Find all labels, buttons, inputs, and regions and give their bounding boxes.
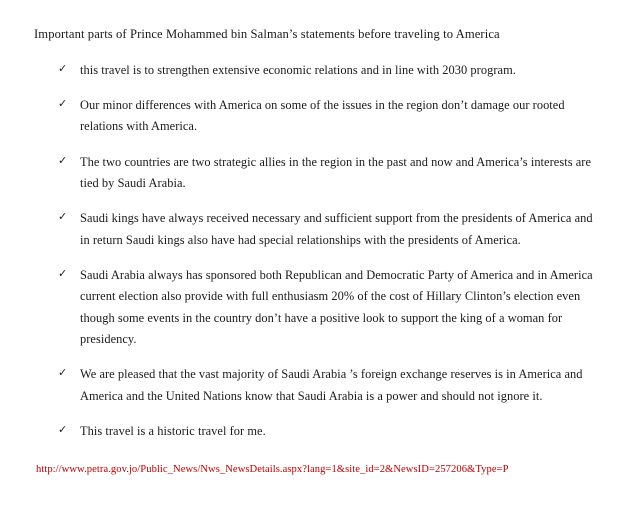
check-icon: ✓ [58, 367, 68, 380]
list-item-text: Our minor differences with America on some of the issues in the region don’t damage our rooted relations with America. [80, 97, 565, 134]
check-icon: ✓ [58, 267, 68, 280]
list-item [34, 364, 598, 407]
list-item-text: We are pleased that the vast majority of Saudi Arabia ’s foreign exchange reserves is in America and America and the United Nations know that Saudi Arabia is a power and should not ignore it. [80, 367, 583, 403]
list-item [34, 152, 598, 195]
list-item-text: this travel is to strengthen extensive economic relations and in line with 2030 program. [80, 62, 516, 77]
check-icon: ✓ [58, 211, 68, 224]
list-item [34, 60, 598, 81]
statements-list [34, 60, 598, 443]
list-item [34, 208, 598, 251]
list-item-text: Saudi Arabia always has sponsored both Republican and Democratic Party of America and in America current election also provide with full enthusiasm 20% of the cost of Hillary Clinton’s election even though some events in the country don’t have a positive look to support the king of a woman for presidency. [80, 267, 593, 346]
list-item [34, 265, 598, 350]
list-item [34, 421, 598, 442]
list-item-text: This travel is a historic travel for me. [80, 423, 266, 438]
check-icon: ✓ [58, 423, 68, 436]
check-icon: ✓ [58, 97, 68, 110]
page-title: Important parts of Prince Mohammed bin Salman’s statements before traveling to America [34, 27, 500, 41]
list-item [34, 95, 598, 138]
list-item-text: The two countries are two strategic allies in the region in the past and now and America’s interests are tied by Saudi Arabia. [80, 154, 591, 190]
check-icon: ✓ [58, 154, 68, 167]
list-item-text: Saudi kings have always received necessary and sufficient support from the presidents of America and in return Saudi kings also have had special relationships with the presidents of America. [80, 211, 593, 247]
check-icon: ✓ [58, 62, 68, 75]
source-url-link[interactable]: http://www.petra.gov.jo/Public_News/Nws_NewsDetails.aspx?lang=1&site_id=2&NewsID=257206&Type=P [36, 464, 509, 475]
